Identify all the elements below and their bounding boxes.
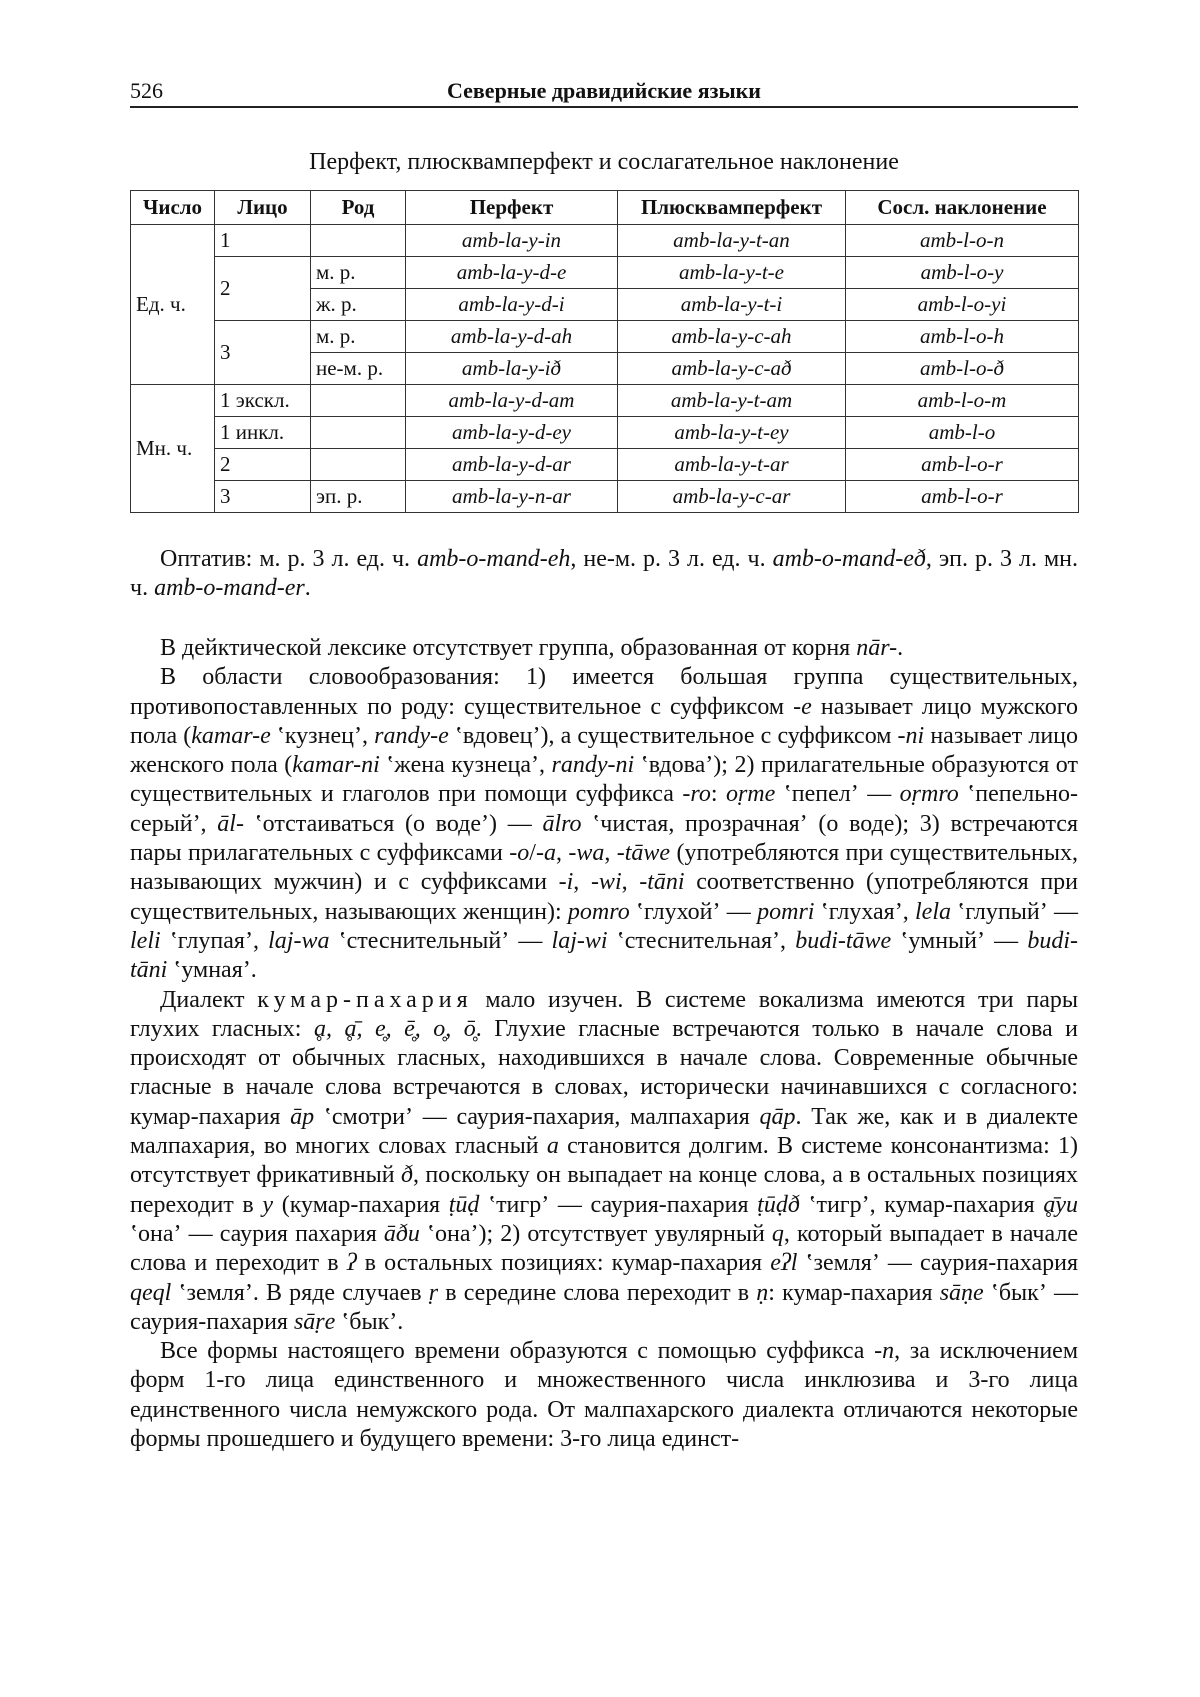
paragraph-dialect: Диалект кумар-пахария мало изучен. В системе вокализма имеются три пары глухих гласных: ḁ, ḁ̄, e̥, ē̥, o̥, ō̥. Глухие гласные встречаются только в начале слова и происходят от обычных гласных, находившихся в начале слова. Современные обычные гласные в начале слова встречаются в словах, исторически начинавшихся с согласного: кумар-пахария āp ʽсмотриʼ — саурия-пахария, малпахария qāp. Так же, как и в диалекте малпахария, во многих словах гласный a становится долгим. В системе консонантизма: 1) отсутствует фрикативный ð, поскольку он выпадает на конце слова, а в остальных позициях переходит в y (кумар-пахария ṭūḍ ʽтигрʼ — саурия-пахария ṭūḍð ʽтигрʼ, кумар-пахария ḁ̄yu ʽонаʼ — саурия пахария āðu ʽонаʼ); 2) отсутствует увулярный q, который выпадает в начале слова и переходит в ʔ в остальных позициях: кумар-пахария eʔl ʽземляʼ — саурия-пахария qeql ʽземляʼ. В ряде случаев ṛ в середине слова переходит в ṇ: кумар-пахария sāṇe ʽбыкʼ — саурия-пахария sāṛe ʽбыкʼ. [130, 986, 1079, 1335]
pluperfect-cell: amb-la-y-t-e [618, 257, 846, 289]
column-header-person: Лицо [215, 191, 311, 225]
column-header-pluperfect: Плюсквамперфект [618, 191, 846, 225]
paragraph-deictic: В дейктической лексике отсутствует группа, образованная от корня nār-. [160, 635, 904, 661]
person-cell: 1 [215, 225, 311, 257]
column-header-number: Число [131, 191, 215, 225]
pluperfect-cell: amb-la-y-c-ar [618, 481, 846, 513]
table-header-row [131, 191, 1079, 225]
subjunctive-cell: amb-l-o-y [846, 257, 1079, 289]
running-head [130, 74, 1078, 108]
perfect-cell: amb-la-y-in [406, 225, 618, 257]
table-row [131, 481, 1079, 513]
subjunctive-cell: amb-l-o-m [846, 385, 1079, 417]
pluperfect-cell: amb-la-y-c-ah [618, 321, 846, 353]
gender-cell [311, 417, 406, 449]
gender-cell [311, 225, 406, 257]
table-row [131, 257, 1079, 289]
pluperfect-cell: amb-la-y-t-ey [618, 417, 846, 449]
table-row [131, 449, 1079, 481]
person-cell: 2 [215, 449, 311, 481]
table-caption: Перфект, плюсквамперфект и сослагательное наклонение [309, 149, 899, 175]
subjunctive-cell: amb-l-o [846, 417, 1079, 449]
person-cell: 1 экскл. [215, 385, 311, 417]
page-number: 526 [130, 78, 163, 103]
subjunctive-cell: amb-l-o-yi [846, 289, 1079, 321]
pluperfect-cell: amb-la-y-t-i [618, 289, 846, 321]
table-row [131, 417, 1079, 449]
table-row [131, 225, 1079, 257]
paragraph-derivation: В области словообразования: 1) имеется большая группа существительных, противопоставленных по роду: существительное с суффиксом -e называет лицо мужского пола (kamar-e ʽкузнецʼ, randy-e ʽвдовецʼ), а существительное с суффиксом -ni называет лицо женского пола (kamar-ni ʽжена кузнецаʼ, randy-ni ʽвдоваʼ); 2) прилагательные образуются от существительных и глаголов при помощи суффикса -ro: oṛme ʽпепелʼ — oṛmro ʽпепельно-серыйʼ, āl- ʽотстаиваться (о водеʼ) — ālro ʽчистая, прозрачнаяʼ (о воде); 3) встречаются пары прилагательных с суффиксами -o/-a, -wa, -tāwe (употребляются при существительных, называющих мужчин) и с суффиксами -i, -wi, -tāni соответственно (употребляются при существительных, называющих женщин): pomro ʽглухойʼ — pomri ʽглухаяʼ, lela ʽглупыйʼ — leli ʽглупаяʼ, laj-wa ʽстеснительныйʼ — laj-wi ʽстеснительнаяʼ, budi-tāwe ʽумныйʼ — budi-tāni ʽумнаяʼ. [130, 664, 1079, 984]
subjunctive-cell: amb-l-o-r [846, 481, 1079, 513]
perfect-cell: amb-la-y-d-ah [406, 321, 618, 353]
gender-cell: эп. р. [311, 481, 406, 513]
paradigm-table [130, 190, 1079, 513]
person-cell: 2 [215, 257, 311, 321]
body-text [130, 634, 1078, 1454]
optative-paragraph: Оптатив: м. р. 3 л. ед. ч. amb-o-mand-eh, не-м. р. 3 л. ед. ч. amb-o-mand-eð, эп. р. 3 л. мн. ч. amb-o-mand-er. [130, 546, 1078, 602]
gender-cell: ж. р. [311, 289, 406, 321]
running-title: Северные дравидийские языки [447, 78, 761, 103]
pluperfect-cell: amb-la-y-t-an [618, 225, 846, 257]
table-row [131, 321, 1079, 353]
pluperfect-cell: amb-la-y-t-am [618, 385, 846, 417]
perfect-cell: amb-la-y-d-am [406, 385, 618, 417]
gender-cell [311, 449, 406, 481]
subjunctive-cell: amb-l-o-r [846, 449, 1079, 481]
perfect-cell: amb-la-y-d-e [406, 257, 618, 289]
subjunctive-cell: amb-l-o-n [846, 225, 1079, 257]
perfect-cell: amb-la-y-n-ar [406, 481, 618, 513]
gender-cell: не-м. р. [311, 353, 406, 385]
perfect-cell: amb-la-y-d-ar [406, 449, 618, 481]
gender-cell: м. р. [311, 321, 406, 353]
gender-cell [311, 385, 406, 417]
number-cell-plural: Мн. ч. [131, 385, 215, 513]
person-cell: 3 [215, 481, 311, 513]
pluperfect-cell: amb-la-y-c-að [618, 353, 846, 385]
person-cell: 1 инкл. [215, 417, 311, 449]
column-header-perfect: Перфект [406, 191, 618, 225]
perfect-cell: amb-la-y-ið [406, 353, 618, 385]
person-cell: 3 [215, 321, 311, 385]
column-header-gender: Род [311, 191, 406, 225]
gender-cell: м. р. [311, 257, 406, 289]
number-cell-singular: Ед. ч. [131, 225, 215, 385]
subjunctive-cell: amb-l-o-ð [846, 353, 1079, 385]
paragraph-present: Все формы настоящего времени образуются с помощью суффикса -n, за исключением форм 1-го лица единственного и множественного числа инклюзива и 3-го лица единственного числа немужского рода. От малпахарского диалекта отличаются некоторые формы прошедшего и будущего времени: 3-го лица единст- [130, 1338, 1079, 1453]
optative-note [130, 545, 1078, 604]
column-header-subjunctive: Сосл. наклонение [846, 191, 1079, 225]
perfect-cell: amb-la-y-d-i [406, 289, 618, 321]
perfect-cell: amb-la-y-d-ey [406, 417, 618, 449]
subjunctive-cell: amb-l-o-h [846, 321, 1079, 353]
pluperfect-cell: amb-la-y-t-ar [618, 449, 846, 481]
table-row [131, 385, 1079, 417]
